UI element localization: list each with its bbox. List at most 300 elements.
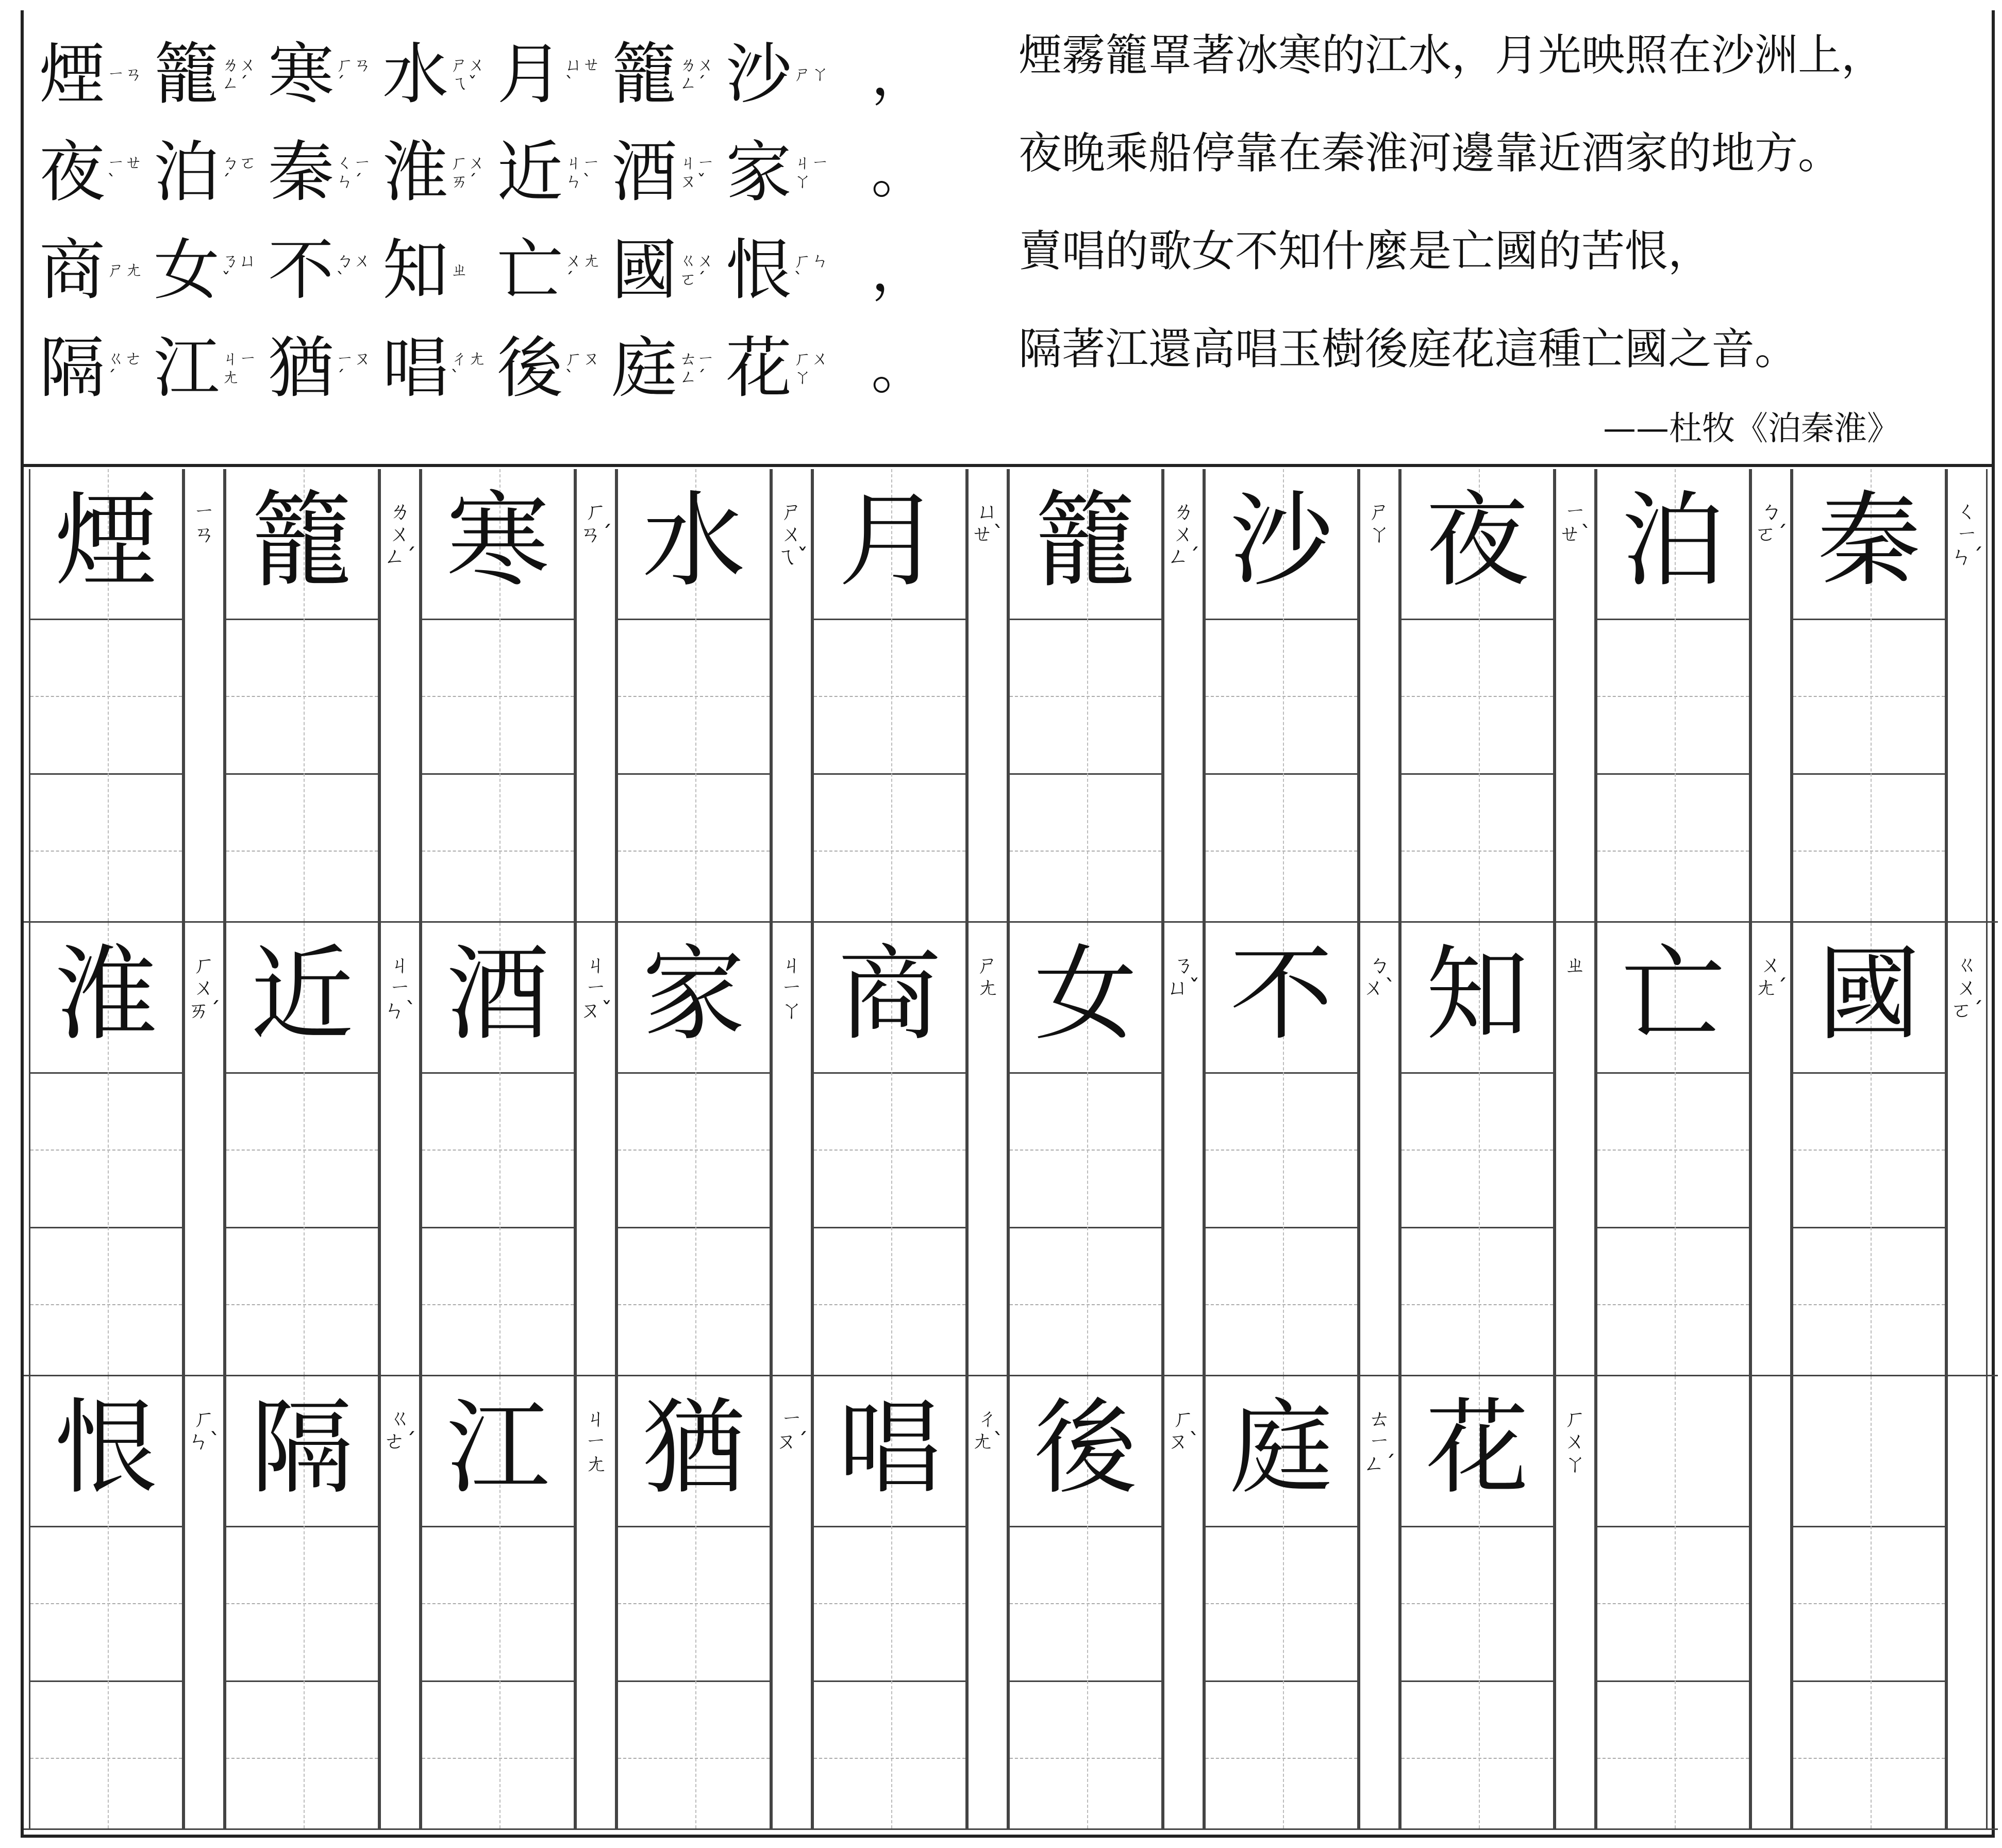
grid-line [226,851,378,852]
grid-line [1206,1526,1357,1527]
grid-line [422,1758,574,1759]
poem-line [39,222,938,320]
grid-line [618,1758,770,1759]
poem-char [154,330,258,407]
grid-line [1597,1526,1749,1527]
practice-cell[interactable] [616,923,771,1376]
poem-char [39,36,143,113]
grid-line [226,1758,378,1759]
grid-line [1206,851,1357,852]
grid-line [814,696,965,697]
zhuyin-column [967,469,1008,923]
practice-cell[interactable] [1792,1376,1946,1830]
hanzi: 江 [154,330,220,407]
hanzi: 月 [497,36,563,113]
practice-cell[interactable] [29,469,183,923]
grid-line [226,1603,378,1604]
model-character: 泊 [1621,481,1725,601]
zhuyin: ㄌㄨㄥˊ [222,55,257,94]
translation-line: 煙霧籠罩著冰寒的江水，月光映照在沙洲上， [1019,30,1885,80]
zhuyin-column [1946,469,1988,923]
zhuyin: ㄍ ㄨ ㄛˊ [1950,952,1983,1023]
model-character: 猶 [642,1388,745,1508]
practice-cell[interactable] [1204,1376,1359,1830]
grid-line [1010,1150,1161,1151]
model-character: 寒 [446,481,549,601]
grid-line [1010,619,1161,620]
grid-line [422,1526,574,1527]
poem-char [726,330,830,407]
poem-char [382,134,487,211]
grid-line [30,773,182,775]
poem-char [39,330,143,407]
practice-grid [24,469,1998,1840]
grid-line [1206,1680,1357,1682]
practice-cell[interactable] [1008,469,1163,923]
grid-line [1793,696,1945,697]
punctuation: ， [871,238,928,304]
grid-line [814,1150,965,1151]
zhuyin: ㄧ ㄝˋ [1559,498,1592,547]
zhuyin-column [771,1376,812,1830]
hanzi: 秦 [268,134,335,211]
hanzi: 籠 [611,36,678,113]
punctuation: 。 [871,336,928,402]
model-character: 夜 [1425,481,1529,601]
poem-char [497,330,601,407]
practice-cell[interactable] [1400,469,1555,923]
poem-char [268,134,372,211]
grid-line [1597,619,1749,620]
grid-line [1010,1304,1161,1305]
grid-line [30,1758,182,1759]
model-character [1597,1381,1749,1516]
zhuyin: ㄐㄧㄚ [794,153,829,192]
model-character: 知 [1425,935,1529,1055]
zhuyin-column [575,469,616,923]
hanzi: 國 [611,232,678,309]
translation-block [1019,10,1977,464]
grid-line [618,851,770,852]
zhuyin: ㄔㄤˋ [451,348,486,388]
practice-cell[interactable] [1204,923,1359,1376]
poem-char [726,36,830,113]
grid-line [1206,1603,1357,1604]
zhuyin: ㄏ ㄨ ㄚ [1564,1406,1586,1477]
grid-line [814,1526,965,1527]
hanzi: 恨 [726,232,792,309]
practice-cell[interactable] [812,1376,967,1830]
grid-line [1402,696,1553,697]
practice-cell[interactable] [225,923,379,1376]
grid-line [1793,1603,1945,1604]
grid-line [1597,773,1749,775]
model-character: 江 [446,1388,549,1508]
grid-line [1206,696,1357,697]
zhuyin-column [183,923,225,1376]
zhuyin-column [1163,1376,1204,1830]
poem-char [39,232,143,309]
zhuyin-column [1555,1376,1596,1830]
grid-line [618,1526,770,1527]
grid-line [814,1758,965,1759]
grid-line [1793,1680,1945,1682]
grid-line [618,1072,770,1074]
grid-line [1206,1758,1357,1759]
poem-char [611,36,715,113]
hanzi: 亡 [497,232,563,309]
grid-line [422,1603,574,1604]
grid-line [1597,1227,1749,1228]
grid-line [30,1150,182,1151]
grid-line [814,773,965,775]
zhuyin-column [1555,469,1596,923]
model-character: 籠 [250,481,354,601]
hanzi: 酒 [611,134,678,211]
hanzi: 水 [382,36,449,113]
punctuation: ， [871,42,928,108]
grid-line [1402,773,1553,775]
poem-line [39,320,938,418]
grid-line [1010,1603,1161,1604]
practice-cell[interactable] [29,1376,183,1830]
zhuyin: ㄅ ㄛˊ [1755,498,1788,547]
grid-line [1402,1072,1553,1074]
grid-line [1793,1227,1945,1228]
grid-line [1793,1526,1945,1527]
zhuyin: ㄐ ㄧ ㄚ [780,952,803,1023]
practice-cell[interactable] [616,1376,771,1830]
zhuyin: ㄏㄨㄞˊ [451,153,486,192]
grid-line [814,1304,965,1305]
grid-line [1402,1526,1553,1527]
grid-line [1206,1227,1357,1228]
grid-line [1402,1227,1553,1228]
zhuyin: ㄓ [1564,952,1586,977]
worksheet [21,10,1995,1838]
practice-cell[interactable] [1400,1376,1555,1830]
practice-cell[interactable] [225,1376,379,1830]
poem-char [268,330,372,407]
grid-line [422,1680,574,1682]
zhuyin: ㄏㄡˋ [565,348,600,388]
practice-cell[interactable] [421,1376,575,1830]
grid-line [226,1680,378,1682]
poem-char [382,232,487,309]
grid-line [1402,1304,1553,1305]
zhuyin: ㄋㄩˇ [222,251,257,290]
zhuyin-column [183,1376,225,1830]
practice-cell[interactable] [1596,1376,1750,1830]
practice-cell[interactable] [29,923,183,1376]
zhuyin: ㄏㄣˋ [794,251,829,290]
grid-line [1402,851,1553,852]
hanzi: 猶 [268,330,335,407]
zhuyin: ㄏ ㄨ ㄞˊ [188,952,221,1023]
grid-line [618,1150,770,1151]
model-character: 近 [250,935,354,1055]
zhuyin: ㄓ [451,260,469,281]
practice-cell[interactable] [421,923,575,1376]
model-character: 水 [642,481,745,601]
practice-cell[interactable] [1792,469,1946,923]
practice-cell[interactable] [616,469,771,923]
practice-cell[interactable] [1596,923,1750,1376]
grid-line [1402,1680,1553,1682]
practice-cell[interactable] [812,469,967,923]
grid-line [30,696,182,697]
zhuyin: ㄍ ㄜˊ [383,1406,416,1454]
grid-line [1206,773,1357,775]
zhuyin-column [183,469,225,923]
translation-line: 賣唱的歌女不知什麼是亡國的苦恨， [1019,226,1712,276]
grid-line [1206,1150,1357,1151]
translation-line: 隔著江還高唱玉樹後庭花這種亡國之音。 [1019,324,1798,374]
grid-line [30,619,182,620]
zhuyin: ㄌ ㄨ ㄥˊ [1167,498,1200,570]
zhuyin: ㄨㄤˊ [565,251,600,290]
hanzi: 庭 [611,330,678,407]
zhuyin: ㄔ ㄤˋ [971,1406,1004,1454]
grid-line [30,1603,182,1604]
grid-line [226,1304,378,1305]
grid-line [1010,1758,1161,1759]
hanzi: 商 [39,232,106,309]
zhuyin: ㄐㄧㄡˇ [679,153,715,192]
zhuyin: ㄏㄢˊ [336,55,372,94]
poem-char [611,134,715,211]
grid-line [1010,1072,1161,1074]
zhuyin: ㄑ ㄧ ㄣˊ [1950,498,1983,570]
zhuyin: ㄏ ㄢˊ [579,498,612,547]
grid-line [618,1227,770,1228]
hanzi: 夜 [39,134,106,211]
practice-cell[interactable] [1008,923,1163,1376]
practice-cell[interactable] [1008,1376,1163,1830]
zhuyin: ㄐㄧㄤ [222,348,257,388]
divider [24,464,1992,467]
poem-char [154,36,258,113]
zhuyin-column [1750,923,1792,1376]
grid-line [1793,1758,1945,1759]
poem-char [611,330,715,407]
grid-line [1597,1072,1749,1074]
hanzi: 知 [382,232,449,309]
zhuyin: ㄕㄨㄟˇ [451,55,486,94]
grid-line [1206,1072,1357,1074]
grid-line [1793,773,1945,775]
grid-line [1010,1227,1161,1228]
zhuyin-column [575,1376,616,1830]
zhuyin: ㄩ ㄝˋ [971,498,1004,547]
zhuyin: ㄕ ㄨ ㄟˇ [775,498,808,570]
zhuyin-column [379,1376,421,1830]
zhuyin: ㄕ ㄚ [1368,498,1390,547]
model-character: 亡 [1621,935,1725,1055]
practice-cell[interactable] [421,469,575,923]
grid-line [618,696,770,697]
zhuyin: ㄅㄨˋ [336,251,372,290]
zhuyin-column [1946,1376,1988,1830]
practice-cell[interactable] [1596,469,1750,923]
grid-line [422,773,574,775]
grid-line [814,1227,965,1228]
zhuyin: ㄏ ㄣˋ [188,1406,221,1454]
hanzi: 煙 [39,36,106,113]
zhuyin: ㄩㄝˋ [565,55,600,94]
zhuyin-column [1359,1376,1400,1830]
poem-line [39,26,938,124]
zhuyin: ㄌ ㄨ ㄥˊ [383,498,416,570]
zhuyin: ㄌㄨㄥˊ [679,55,715,94]
zhuyin: ㄕㄤ [107,260,143,281]
practice-cell[interactable] [1400,923,1555,1376]
zhuyin-column [771,923,812,1376]
poem-char [726,232,830,309]
poem-line [39,124,938,222]
grid-line [422,619,574,620]
practice-cell[interactable] [812,923,967,1376]
hanzi: 寒 [268,36,335,113]
practice-cell[interactable] [225,469,379,923]
zhuyin: ㄧㄝˋ [107,153,143,192]
grid-line [1010,696,1161,697]
hanzi: 唱 [382,330,449,407]
grid-line [1793,1304,1945,1305]
grid-line [422,1227,574,1228]
model-character [1793,1381,1945,1516]
model-character: 不 [1229,935,1333,1055]
grid-line [226,1150,378,1151]
zhuyin-column [379,469,421,923]
hanzi: 近 [497,134,563,211]
grid-line [1010,1680,1161,1682]
zhuyin: ㄅ ㄨˋ [1363,952,1396,1001]
grid-line [1597,1758,1749,1759]
grid-line [618,1304,770,1305]
grid-line [30,851,182,852]
grid-line [618,773,770,775]
grid-line [226,1526,378,1527]
model-character: 煙 [54,481,158,601]
grid-line [1010,773,1161,775]
grid-line [1010,1526,1161,1527]
grid-line [422,851,574,852]
poem-char [611,232,715,309]
grid-line [1793,619,1945,620]
zhuyin: ㄋ ㄩˇ [1167,952,1200,1001]
model-character: 庭 [1229,1388,1333,1508]
zhuyin-column [1555,923,1596,1376]
punctuation: 。 [871,140,928,206]
grid-line [1597,696,1749,697]
zhuyin-column [575,923,616,1376]
grid-line [1597,1680,1749,1682]
zhuyin: ㄐ ㄧ ㄣˋ [383,952,416,1023]
grid-line [1793,1150,1945,1151]
attribution: ——杜牧《泊秦淮》 [1603,410,1900,448]
grid-line [30,1526,182,1527]
grid-line [1793,851,1945,852]
grid-line [226,773,378,775]
model-character: 月 [838,481,941,601]
practice-cell[interactable] [1204,469,1359,923]
grid-line [1010,851,1161,852]
poem-char [154,232,258,309]
grid-line [422,1150,574,1151]
hanzi: 淮 [382,134,449,211]
hanzi: 泊 [154,134,220,211]
zhuyin-column [967,1376,1008,1830]
zhuyin-column [1359,923,1400,1376]
translation-line: 夜晚乘船停靠在秦淮河邊靠近酒家的地方。 [1019,128,1842,178]
model-character: 後 [1033,1388,1137,1508]
zhuyin-column [1359,469,1400,923]
zhuyin: ㄧ ㄢ [193,498,215,547]
hanzi: 花 [726,330,792,407]
zhuyin: ㄕㄚ [794,64,829,85]
grid-line [1597,1304,1749,1305]
model-character: 籠 [1033,481,1137,601]
grid-line [618,1680,770,1682]
model-character: 國 [1817,935,1921,1055]
poem-char [268,36,372,113]
grid-line [422,1304,574,1305]
model-character: 商 [838,935,941,1055]
grid-line [226,1227,378,1228]
zhuyin: ㄧ ㄡˊ [775,1406,808,1454]
zhuyin: ㄧㄡˊ [336,348,372,388]
zhuyin-column [1750,1376,1792,1830]
zhuyin-column [1163,469,1204,923]
zhuyin: ㄍㄜˊ [107,348,143,388]
grid-line [1402,619,1553,620]
zhuyin: ㄐ ㄧ ㄤ [585,1406,607,1477]
zhuyin: ㄨ ㄤˊ [1755,952,1788,1001]
grid-line [422,696,574,697]
grid-line [1402,1603,1553,1604]
model-character: 淮 [54,935,158,1055]
poem-char [497,232,601,309]
model-character: 恨 [54,1388,158,1508]
grid-line [814,1072,965,1074]
zhuyin-column [379,923,421,1376]
hanzi: 家 [726,134,792,211]
zhuyin: ㄏㄨㄚ [794,348,829,388]
zhuyin: ㄑㄧㄣˊ [336,153,372,192]
model-character: 家 [642,935,745,1055]
model-character: 隔 [250,1388,354,1508]
grid-line [30,1680,182,1682]
poem-char [726,134,830,211]
grid-line [1597,1603,1749,1604]
poem-char [497,134,601,211]
grid-line [814,1603,965,1604]
grid-line [814,619,965,620]
zhuyin-column [1750,469,1792,923]
practice-cell[interactable] [1792,923,1946,1376]
zhuyin: ㄐ ㄧ ㄡˇ [579,952,612,1023]
hanzi: 隔 [39,330,106,407]
model-character: 唱 [838,1388,941,1508]
grid-line [226,1072,378,1074]
hanzi: 沙 [726,36,792,113]
zhuyin: ㄐㄧㄣˋ [565,153,600,192]
hanzi: 女 [154,232,220,309]
model-character: 酒 [446,935,549,1055]
poem-block [24,10,1003,464]
zhuyin-column [1163,923,1204,1376]
